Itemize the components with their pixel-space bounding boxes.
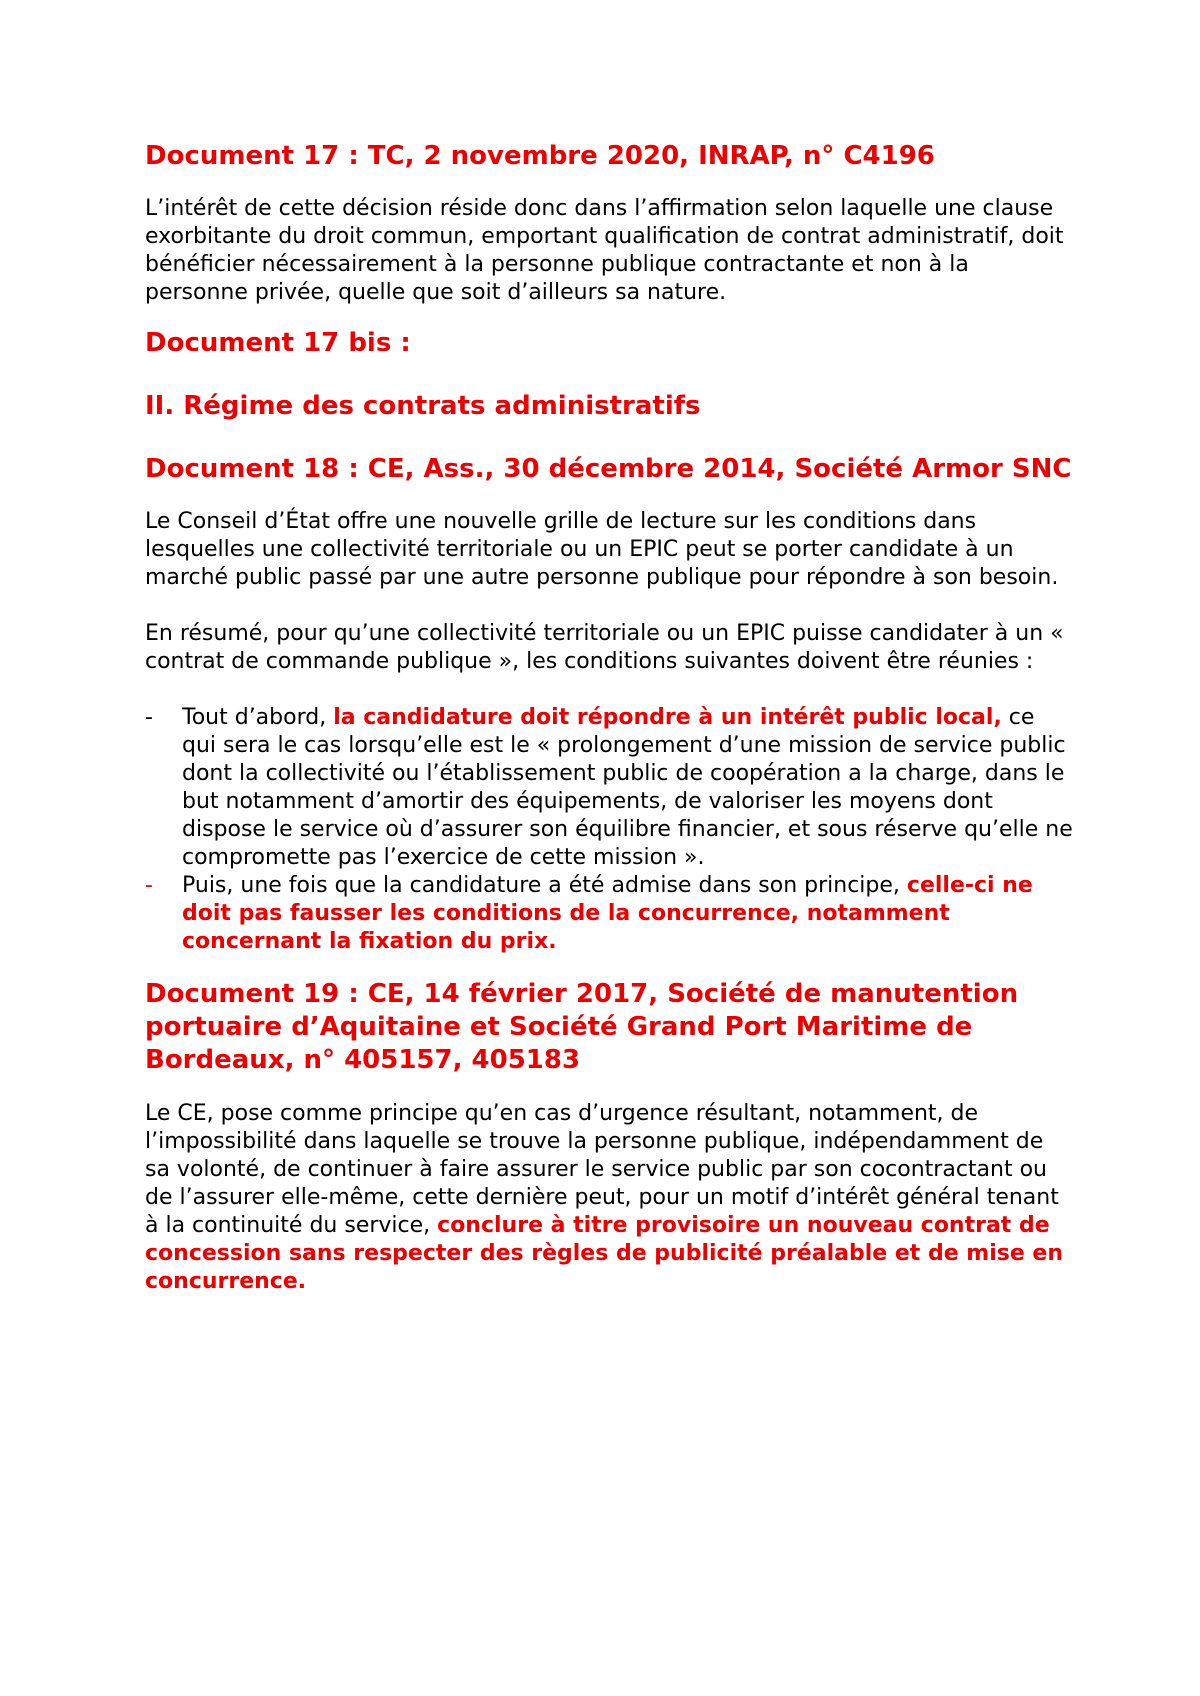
bullet1-intro: Tout d’abord, [182,705,334,730]
doc18-heading: Document 18 : CE, Ass., 30 décembre 2014, Société Armor SNC [145,454,1072,484]
list-item [145,872,1075,956]
bullet1-rest: ce qui sera le cas lorsqu’elle est le « prolongement d’une mission de service public dont la collectivité ou l’établissement public de coopération a la charge, dans le but notamment d’amortir des équipements, de valoriser les moyens dont dispose le service où d’assurer son équilibre financier, et sous réserve qu’elle ne compromette pas l’exercice de cette mission ». [182,705,1073,870]
doc17-text: L’intérêt de cette décision réside donc dans l’affirmation selon laquelle une clause exorbitante du droit commun, emportant qualification de contrat administratif, doit bénéficier nécessairement à la personne publique contractante et non à la personne privée, quelle que soit d’ailleurs sa nature. [145,196,1064,305]
bullet2-intro: Puis, une fois que la candidature a été admise dans son principe, [182,873,907,898]
section2-heading: II. Régime des contrats administratifs [145,391,701,421]
doc19-highlight: conclure à titre provisoire un nouveau contrat de concession sans respecter des règles de publicité préalable et de mise en concurrence. [145,1213,1063,1294]
bullet-dash: - [145,873,153,898]
doc18-conditions-list [145,704,1075,956]
doc18-paragraph-1: Le Conseil d’État offre une nouvelle grille de lecture sur les conditions dans lesquelles une collectivité territoriale ou un EPIC peut se porter candidate à un marché public passé par une autre personne publique pour répondre à son besoin. [145,509,1059,590]
doc18-paragraph-2: En résumé, pour qu’une collectivité territoriale ou un EPIC puisse candidater à un « contrat de commande publique », les conditions suivantes doivent être réunies : [145,621,1064,674]
document-page [145,140,1075,1296]
doc17bis-heading: Document 17 bis : [145,328,411,358]
doc19-text: Le CE, pose comme principe qu’en cas d’urgence résultant, notamment, de l’impossibilité dans laquelle se trouve la personne publique, indépendamment de sa volonté, de continuer à faire assurer le service public par son cocontractant ou de l’assurer elle-même, cette dernière peut, pour un motif d’intérêt général tenant à la continuité du service, [145,1101,1059,1238]
bullet2-highlight: celle-ci ne doit pas fausser les conditions de la concurrence, notamment concernant la fixation du prix. [182,873,1033,954]
bullet1-highlight: la candidature doit répondre à un intérêt public local, [333,705,1002,730]
doc19-heading: Document 19 : CE, 14 février 2017, Société de manutention portuaire d’Aquitaine et Société Grand Port Maritime de Bordeaux, n° 405157, 405183 [145,979,1019,1075]
doc17-heading: Document 17 : TC, 2 novembre 2020, INRAP, n° C4196 [145,141,935,171]
bullet-dash: - [145,705,153,730]
list-item [145,704,1075,872]
doc19-text-block [145,1100,1075,1296]
